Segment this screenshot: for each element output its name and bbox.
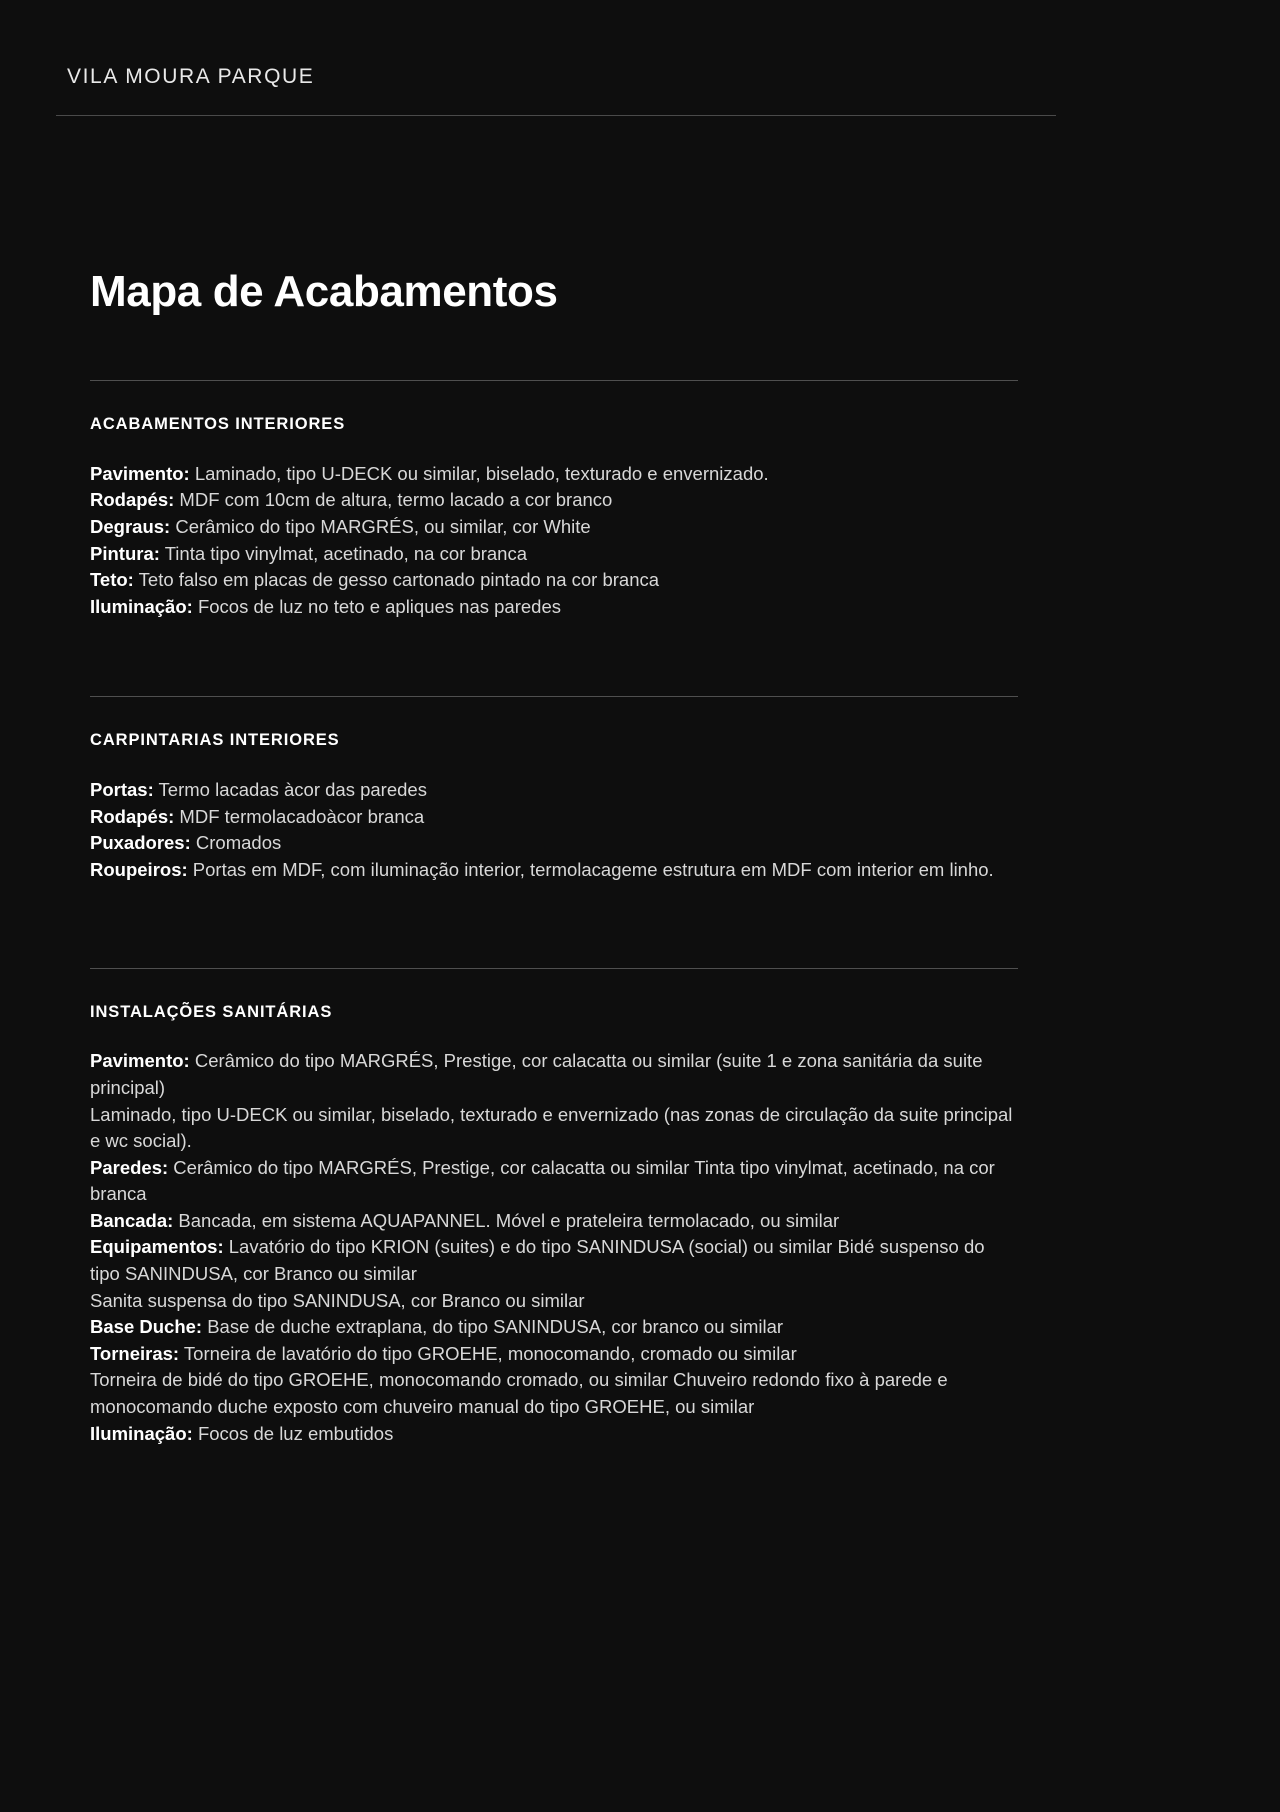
spec-label: Puxadores: [90, 832, 191, 854]
spec-value: Laminado, tipo U-DECK ou similar, biselado, texturado e envernizado (nas zonas de circulação da suite principal e wc social). [90, 1103, 1018, 1152]
spec-label: Torneiras: [90, 1342, 180, 1364]
spec-value: Focos de luz embutidos [192, 1422, 394, 1444]
document-content [90, 380, 1018, 1447]
spec-entry [90, 1421, 1018, 1448]
spec-label: Iluminação: [90, 1422, 193, 1444]
spec-value: Cerâmico do tipo MARGRÉS, Prestige, cor calacatta ou similar Tinta tipo vinylmat, acetinado, na cor branca [90, 1156, 1000, 1205]
spec-label: Degraus: [90, 515, 171, 537]
section-spacer [90, 620, 1018, 696]
spec-value: Focos de luz no teto e apliques nas paredes [192, 595, 561, 617]
spec-entry [90, 1234, 1018, 1287]
spec-entry [90, 1102, 1018, 1155]
spec-entry [90, 1367, 1018, 1420]
spec-label: Pintura: [90, 542, 160, 564]
section-spacer [90, 884, 1018, 968]
spec-value: Torneira de lavatório do tipo GROEHE, monocomando, cromado ou similar [179, 1342, 797, 1364]
spec-value: Tinta tipo vinylmat, acetinado, na cor branca [159, 542, 528, 564]
spec-value: Bancada, em sistema AQUAPANNEL. Móvel e prateleira termolacado, ou similar [173, 1209, 840, 1231]
spec-value: Base de duche extraplana, do tipo SANINDUSA, cor branco ou similar [202, 1316, 784, 1338]
spec-label: Paredes: [90, 1156, 169, 1178]
spec-entry [90, 461, 1018, 488]
spec-value: MDF termolacadoàcor branca [174, 805, 425, 827]
spec-entry [90, 1314, 1018, 1341]
spec-entry [90, 804, 1018, 831]
section-body [90, 751, 1018, 883]
spec-label: Base Duche: [90, 1316, 203, 1338]
spec-entry [90, 514, 1018, 541]
spec-value: Portas em MDF, com iluminação interior, termolacageme estrutura em MDF com interior em linho. [187, 858, 994, 880]
spec-value: Laminado, tipo U-DECK ou similar, biselado, texturado e envernizado. [189, 462, 769, 484]
spec-label: Roupeiros: [90, 858, 188, 880]
section-heading: CARPINTARIAS INTERIORES [90, 731, 340, 750]
spec-entry [90, 594, 1018, 621]
spec-value: Cerâmico do tipo MARGRÉS, ou similar, cor White [170, 515, 591, 537]
section-instalacoes-sanitarias [90, 968, 1018, 1448]
section-heading: INSTALAÇÕES SANITÁRIAS [90, 1002, 333, 1021]
spec-entry [90, 1208, 1018, 1235]
header-divider [56, 115, 1056, 116]
spec-label: Portas: [90, 779, 154, 801]
spec-label: Pavimento: [90, 1050, 190, 1072]
spec-entry [90, 777, 1018, 804]
spec-value: Cerâmico do tipo MARGRÉS, Prestige, cor calacatta ou similar (suite 1 e zona sanitária da suite principal) [90, 1050, 988, 1098]
spec-entry [90, 1288, 1018, 1315]
spec-entry [90, 1048, 1018, 1101]
section-heading: ACABAMENTOS INTERIORES [90, 415, 346, 433]
spec-label: Iluminação: [90, 595, 193, 617]
section-body [90, 1022, 1018, 1447]
spec-entry [90, 487, 1018, 514]
spec-entry [90, 567, 1018, 594]
section-carpintarias-interiores [90, 696, 1018, 883]
spec-value: Torneira de bidé do tipo GROEHE, monocomando cromado, ou similar Chuveiro redondo fixo à parede e monocomando duche exposto com chuveiro manual do tipo GROEHE, ou similar [90, 1369, 953, 1418]
spec-entry [90, 541, 1018, 568]
spec-label: Equipamentos: [90, 1236, 224, 1258]
document-header [56, 56, 1056, 116]
spec-label: Rodapés: [90, 489, 175, 511]
spec-entry [90, 1341, 1018, 1368]
spec-entry [90, 1155, 1018, 1208]
brand-name: VILA MOURA PARQUE [67, 65, 315, 88]
spec-label: Bancada: [90, 1209, 174, 1231]
spec-value: MDF com 10cm de altura, termo lacado a cor branco [174, 489, 613, 511]
spec-label: Rodapés: [90, 805, 175, 827]
spec-value: Sanita suspensa do tipo SANINDUSA, cor Branco ou similar [90, 1289, 585, 1311]
spec-value: Cromados [190, 832, 282, 854]
spec-value: Termo lacadas àcor das paredes [153, 779, 427, 801]
page-title: Mapa de Acabamentos [90, 267, 558, 317]
spec-value: Lavatório do tipo KRION (suites) e do tipo SANINDUSA (social) ou similar Bidé suspenso do tipo SANINDUSA, cor Branco ou similar [90, 1236, 990, 1285]
section-body [90, 435, 1018, 621]
spec-label: Pavimento: [90, 462, 190, 484]
spec-entry [90, 830, 1018, 857]
spec-value: Teto falso em placas de gesso cartonado pintado na cor branca [133, 569, 660, 591]
spec-entry [90, 857, 1018, 884]
spec-label: Teto: [90, 569, 134, 591]
section-acabamentos-interiores [90, 380, 1018, 620]
